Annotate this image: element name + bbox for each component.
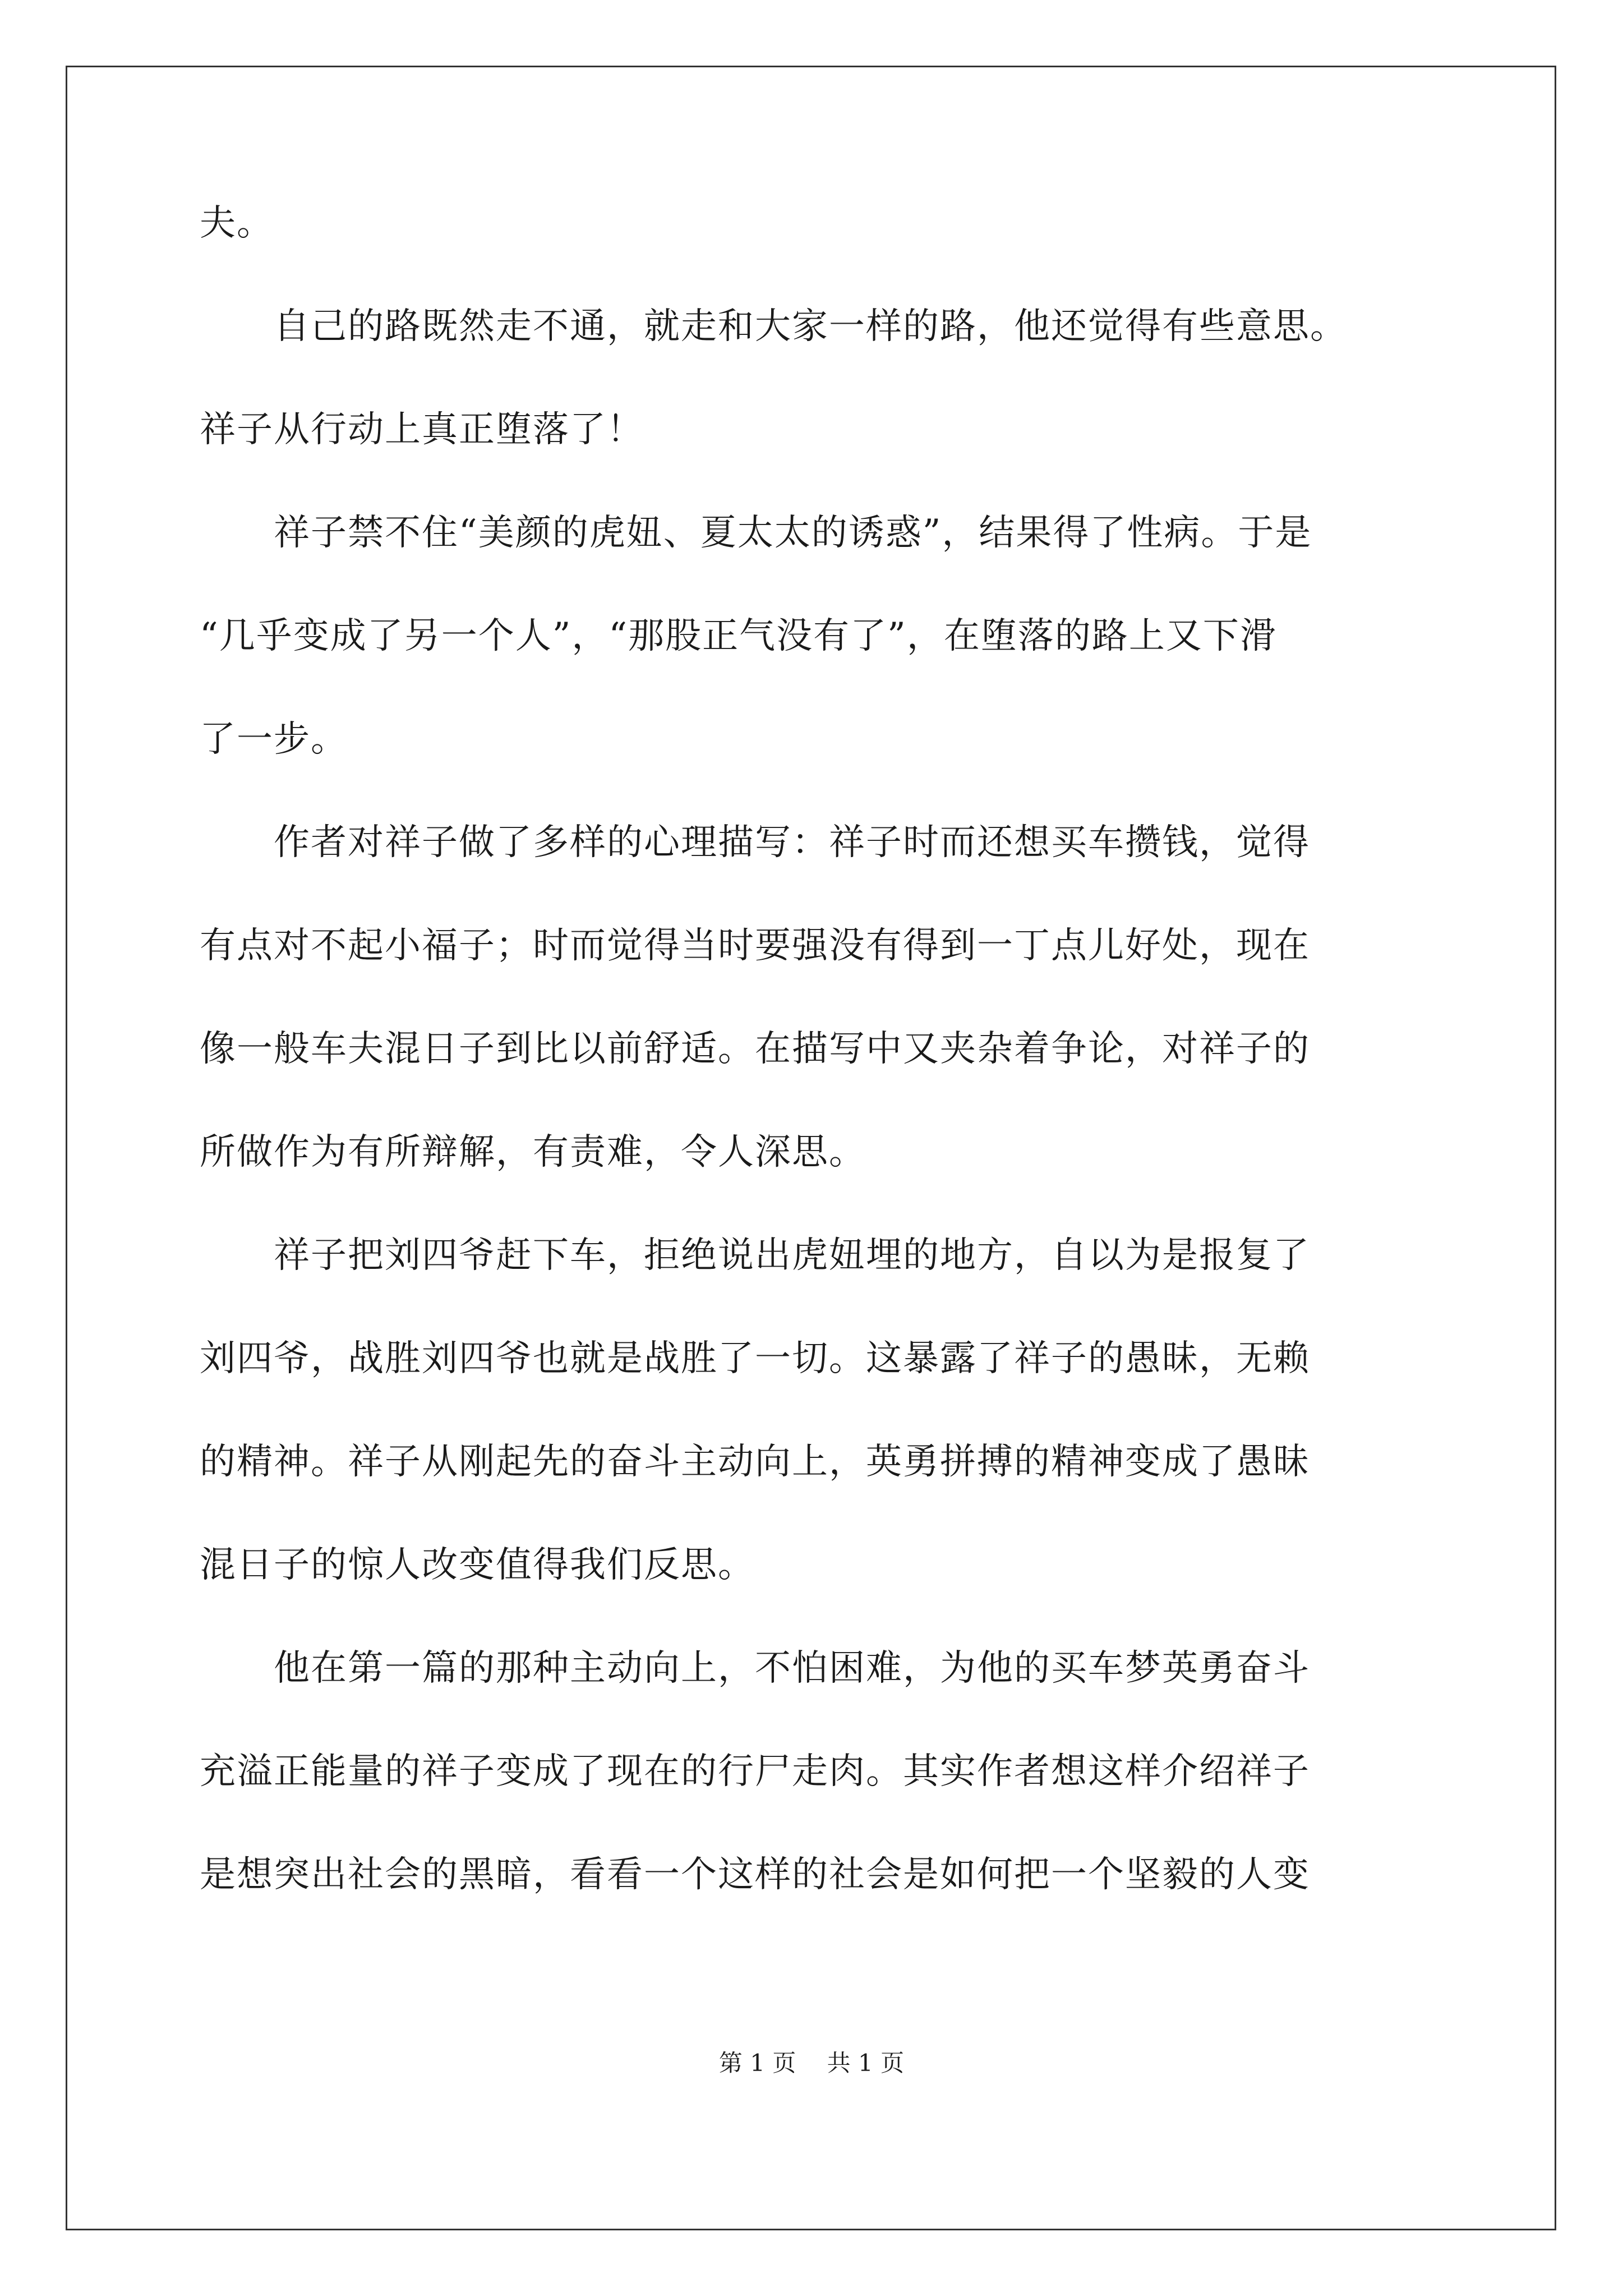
text-line: 自己的路既然走不通，就走和大家一样的路，他还觉得有些意思。 [200, 306, 1347, 347]
text-line: 充溢正能量的祥子变成了现在的行尸走肉。其实作者想这样介绍祥子 [200, 1751, 1310, 1792]
text-line: 作者对祥子做了多样的心理描写：祥子时而还想买车攒钱，觉得 [200, 822, 1310, 863]
text-line: 是想突出社会的黑暗，看看一个这样的社会是如何把一个坚毅的人变 [200, 1854, 1310, 1895]
text-line: 祥子禁不住“美颜的虎妞、夏太太的诱惑”，结果得了性病。于是 [200, 512, 1312, 554]
text-line: 祥子把刘四爷赶下车，拒绝说出虎妞埋的地方，自以为是报复了 [200, 1235, 1310, 1276]
text-line: 了一步。 [200, 719, 348, 760]
text-line: 混日子的惊人改变值得我们反思。 [200, 1544, 755, 1586]
text-line: 所做作为有所辩解，有责难，令人深思。 [200, 1131, 866, 1173]
text-line: 刘四爷，战胜刘四爷也就是战胜了一切。这暴露了祥子的愚昧，无赖 [200, 1338, 1310, 1379]
text-line: 像一般车夫混日子到比以前舒适。在描写中又夹杂着争论，对祥子的 [200, 1028, 1310, 1070]
text-line: 的精神。祥子从刚起先的奋斗主动向上，英勇拼搏的精神变成了愚昧 [200, 1441, 1310, 1483]
page-footer: 第 1 页 共 1 页 [718, 2049, 905, 2077]
text-line: “几乎变成了另一个人”，“那股正气没有了”，在堕落的路上又下滑 [200, 615, 1277, 657]
text-line: 有点对不起小福子；时而觉得当时要强没有得到一丁点儿好处，现在 [200, 925, 1310, 967]
text-line: 夫。 [200, 203, 274, 244]
text-line: 祥子从行动上真正堕落了！ [200, 409, 644, 450]
text-line: 他在第一篇的那种主动向上，不怕困难，为他的买车梦英勇奋斗 [200, 1648, 1310, 1689]
